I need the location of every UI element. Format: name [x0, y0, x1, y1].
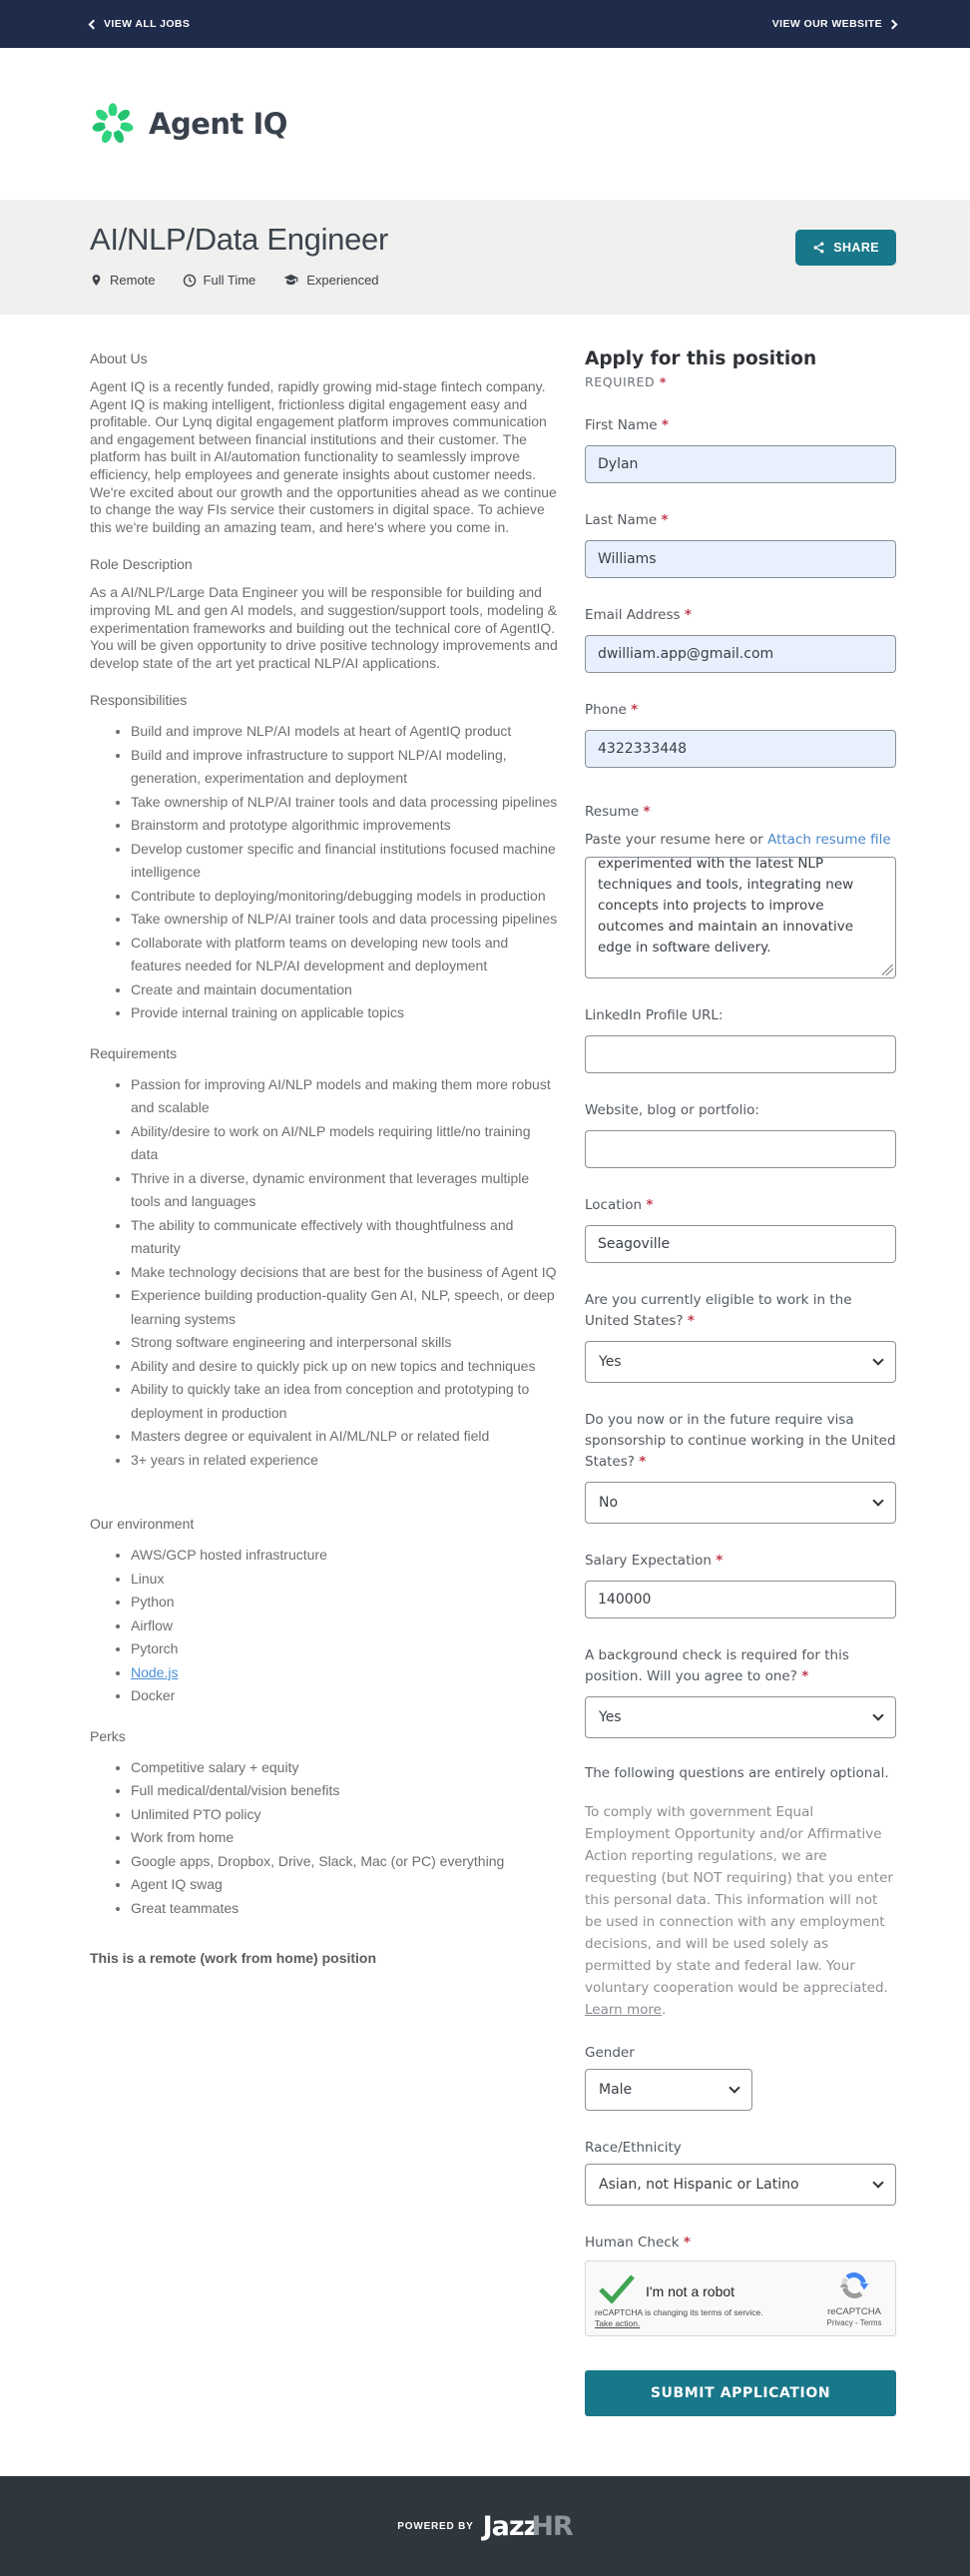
list-item: • Provide internal training on applicable topics [131, 1001, 561, 1025]
salary-label: Salary Expectation * [585, 1553, 724, 1569]
recaptcha-logo-icon [839, 2270, 869, 2300]
submit-application-button[interactable]: SUBMIT APPLICATION [585, 2370, 896, 2416]
required-asterisk: * [639, 1454, 647, 1470]
not-a-robot-label: I'm not a robot [646, 2283, 735, 2299]
list-item: • Strong software engineering and interpersonal skills [131, 1331, 561, 1355]
resume-textarea[interactable] [585, 857, 896, 978]
attach-resume-link[interactable]: Attach resume file [767, 832, 891, 848]
recaptcha-privacy-terms[interactable]: Privacy - Terms [826, 2318, 882, 2327]
list-item: • Python [131, 1591, 561, 1614]
list-item: • Collaborate with platform teams on developing new tools and features needed for NLP/AI development and deployment [131, 932, 561, 978]
gender-select[interactable] [585, 2069, 752, 2111]
list-item: • 3+ years in related experience [131, 1449, 561, 1473]
list-item: • Competitive salary + equity [131, 1756, 561, 1780]
list-item: • Ability and desire to quickly pick up on new topics and techniques [131, 1355, 561, 1379]
take-action-link[interactable]: Take action. [595, 2318, 641, 2328]
phone-label: Phone * [585, 702, 639, 718]
linkedin-field [585, 1005, 896, 1073]
list-item: • Create and maintain documentation [131, 978, 561, 1002]
meta-employment-label: Full Time [203, 273, 256, 288]
email-input[interactable] [585, 635, 896, 673]
meta-location-label: Remote [110, 273, 156, 288]
chevron-right-icon [888, 19, 898, 29]
visa-select-value: No [599, 1495, 619, 1511]
view-all-jobs-link[interactable] [90, 18, 190, 30]
race-select-value: Asian, not Hispanic or Latino [599, 2177, 799, 2193]
agentiq-flower-icon [90, 101, 136, 147]
phone-field [585, 700, 896, 768]
list-item: • Build and improve NLP/AI models at heart of AgentIQ product [131, 720, 561, 744]
recaptcha-brand-label: reCAPTCHA [827, 2306, 881, 2317]
graduation-cap-icon [282, 273, 299, 288]
required-asterisk: * [643, 804, 651, 820]
required-asterisk: * [687, 1313, 695, 1329]
phone-input[interactable] [585, 730, 896, 768]
location-field [585, 1195, 896, 1263]
website-field [585, 1100, 896, 1168]
job-header [0, 200, 970, 315]
chevron-left-icon [89, 19, 99, 29]
page-footer [0, 2476, 970, 2576]
list-item: • Develop customer specific and financial institutions focused machine intelligence [131, 838, 561, 885]
learn-more-link[interactable]: Learn more [585, 2002, 662, 2018]
recaptcha-widget[interactable] [585, 2260, 896, 2336]
list-item: • Thrive in a diverse, dynamic environment that leverages multiple tools and languages [131, 1167, 561, 1214]
nodejs-link[interactable]: Node.js [131, 1663, 179, 1680]
eeo-disclaimer: To comply with government Equal Employment Opportunity and/or Affirmative Action reporting regulations, we are requesting (but NOT requiring) that you enter this personal data. This information will not be used in connection with any employment decisions, and will be used solely as permitted by state and federal law. Your voluntary cooperation would be appreciated. Learn more. [585, 1804, 893, 2018]
location-input[interactable] [585, 1225, 896, 1263]
required-asterisk: * [684, 607, 692, 623]
background-check-select-value: Yes [599, 1709, 622, 1725]
share-button[interactable] [795, 230, 896, 266]
list-item: • Pytorch [131, 1637, 561, 1661]
location-label: Location * [585, 1197, 654, 1213]
list-item: • Contribute to deploying/monitoring/debugging models in production [131, 885, 561, 909]
race-field [585, 2138, 896, 2206]
resize-handle-icon[interactable] [882, 965, 893, 975]
list-item: • Airflow [131, 1614, 561, 1638]
brand-name: Agent IQ [149, 107, 287, 141]
required-asterisk: * [683, 2235, 691, 2251]
human-check-field [585, 2233, 896, 2336]
list-item: • The ability to communicate effectively with thoughtfulness and maturity [131, 1214, 561, 1261]
optional-questions-note: The following questions are entirely optional. [585, 1765, 889, 1781]
resume-field [585, 802, 896, 978]
remote-position-note: This is a remote (work from home) position [90, 1950, 377, 1967]
recaptcha-notice: reCAPTCHA is changing its terms of service. Take action. [595, 2307, 763, 2328]
view-all-jobs-label: VIEW ALL JOBS [104, 18, 191, 30]
last-name-input[interactable] [585, 540, 896, 578]
race-label: Race/Ethnicity [585, 2140, 682, 2156]
share-label: SHARE [833, 241, 879, 255]
human-check-label: Human Check * [585, 2235, 691, 2251]
required-asterisk: * [661, 417, 669, 433]
list-item: • Make technology decisions that are best for the business of Agent IQ [131, 1261, 561, 1285]
list-item [131, 1661, 561, 1685]
required-asterisk: * [646, 1197, 654, 1213]
email-field [585, 605, 896, 673]
job-description [90, 348, 561, 2416]
background-check-label: A background check is required for this position. Will you agree to one? * [585, 1647, 849, 1684]
eligible-label: Are you currently eligible to work in the United States? * [585, 1292, 852, 1329]
agentiq-logo [90, 101, 896, 147]
gender-label: Gender [585, 2045, 635, 2061]
list-item: • Masters degree or equivalent in AI/ML/NLP or related field [131, 1425, 561, 1449]
list-item: • Linux [131, 1568, 561, 1592]
powered-by-label: POWERED BY [397, 2520, 474, 2532]
share-icon [812, 241, 825, 255]
list-item: • Ability/desire to work on AI/NLP models requiring little/no training data [131, 1120, 561, 1167]
required-note: REQUIRED * [585, 374, 667, 389]
eligible-select[interactable] [585, 1341, 896, 1383]
list-item: • Brainstorm and prototype algorithmic improvements [131, 814, 561, 838]
eligible-select-value: Yes [599, 1354, 622, 1370]
environment-list [90, 1544, 561, 1708]
salary-input[interactable] [585, 1581, 896, 1618]
last-name-label: Last Name * [585, 512, 669, 528]
chevron-down-icon [872, 1354, 883, 1365]
form-title: Apply for this position [585, 348, 817, 369]
responsibilities-list [90, 720, 561, 1025]
website-input[interactable] [585, 1130, 896, 1168]
list-item: • Passion for improving AI/NLP models and making them more robust and scalable [131, 1073, 561, 1120]
eligible-field [585, 1290, 896, 1383]
jazzhr-logo[interactable]: JazzHR [482, 2510, 573, 2542]
location-pin-icon [90, 273, 103, 288]
race-select[interactable] [585, 2164, 896, 2206]
list-item: • Agent IQ swag [131, 1873, 561, 1897]
application-form [585, 348, 896, 2416]
list-item: • Take ownership of NLP/AI trainer tools and data processing pipelines [131, 908, 561, 932]
gender-select-value: Male [599, 2082, 633, 2098]
first-name-input[interactable] [585, 445, 896, 483]
resume-label: Resume * [585, 804, 651, 820]
clock-icon [183, 274, 197, 288]
resume-paste-line: Paste your resume here or Attach resume file [585, 832, 891, 848]
background-check-field [585, 1645, 896, 1738]
responsibilities-heading: Responsibilities [90, 692, 188, 709]
list-item: • AWS/GCP hosted infrastructure [131, 1544, 561, 1568]
visa-field [585, 1410, 896, 1524]
job-title: AI/NLP/Data Engineer [90, 222, 389, 257]
list-item: • Work from home [131, 1826, 561, 1850]
requirements-heading: Requirements [90, 1044, 178, 1061]
recaptcha-branding [821, 2270, 887, 2327]
chevron-down-icon [728, 2082, 739, 2093]
first-name-label: First Name * [585, 417, 669, 433]
last-name-field [585, 510, 896, 578]
list-item: • Full medical/dental/vision benefits [131, 1779, 561, 1803]
requirements-list [90, 1073, 561, 1473]
required-asterisk: * [659, 374, 667, 389]
role-description-heading: Role Description [90, 556, 193, 573]
environment-heading: Our environment [90, 1516, 195, 1533]
meta-experience [282, 273, 378, 288]
list-item: • Ability to quickly take an idea from conception and prototyping to deployment in production [131, 1378, 561, 1425]
perks-list [90, 1756, 561, 1921]
required-asterisk: * [631, 702, 639, 718]
list-item: • Experience building production-quality Gen AI, NLP, speech, or deep learning systems [131, 1284, 561, 1331]
top-bar [0, 0, 970, 48]
chevron-down-icon [872, 2177, 883, 2188]
resume-text: experimented with the latest NLP techniques and tools, integrating new concepts into projects to improve outcomes and maintain an innovative edge in software delivery. [598, 857, 854, 956]
required-asterisk: * [716, 1553, 724, 1569]
linkedin-label: LinkedIn Profile URL: [585, 1007, 724, 1023]
background-check-select[interactable] [585, 1696, 896, 1738]
website-label: Website, blog or portfolio: [585, 1102, 759, 1118]
gender-field [585, 2043, 896, 2111]
meta-employment-type [183, 273, 256, 288]
meta-experience-label: Experienced [306, 273, 379, 288]
about-us-heading: About Us [90, 350, 148, 366]
list-item: • Great teammates [131, 1897, 561, 1921]
recaptcha-checkmark-icon [598, 2273, 636, 2303]
visa-select[interactable] [585, 1482, 896, 1524]
first-name-field [585, 415, 896, 483]
visa-label: Do you now or in the future require visa sponsorship to continue working in the United States? * [585, 1412, 896, 1470]
meta-location [90, 273, 156, 288]
view-our-website-link[interactable] [772, 18, 896, 30]
list-item: • Build and improve infrastructure to support NLP/AI modeling, generation, experimentation and deployment [131, 744, 561, 791]
main-content [0, 315, 970, 2476]
view-our-website-label: VIEW OUR WEBSITE [771, 18, 882, 30]
linkedin-input[interactable] [585, 1035, 896, 1073]
chevron-down-icon [872, 1709, 883, 1720]
list-item: • Docker [131, 1684, 561, 1708]
chevron-down-icon [872, 1495, 883, 1506]
about-us-text: Agent IQ is a recently funded, rapidly growing mid-stage fintech company. Agent IQ is making intelligent, frictionless digital engagement easy and profitable. Our Lynq digital engagement platform improves communication and engagement between financial institutions and their customer. The platform has built in AI/automation functionality to seamlessly improve efficiency, help employees and generate insights about customer needs. We're excited about our growth and the opportunities ahead as we continue to change the way FIs service their customers in digital space. To achieve this we're building an amazing team, and here's where you come in. [90, 378, 557, 535]
list-item: • Google apps, Dropbox, Drive, Slack, Mac (or PC) everything [131, 1850, 561, 1874]
job-meta [90, 273, 388, 288]
logo-band [0, 48, 970, 200]
required-asterisk: * [661, 512, 669, 528]
list-item: • Take ownership of NLP/AI trainer tools and data processing pipelines [131, 791, 561, 815]
salary-field [585, 1551, 896, 1618]
required-asterisk: * [801, 1668, 809, 1684]
role-description-text: As a AI/NLP/Large Data Engineer you will be responsible for building and improving ML and gen AI models, and suggestion/support tools, modeling & experimentation frameworks and building out the technical core of AgentIQ. You will be given opportunity to drive positive technology improvements and develop state of the art yet practical NLP/AI applications. [90, 584, 558, 671]
email-label: Email Address * [585, 607, 692, 623]
list-item: • Unlimited PTO policy [131, 1803, 561, 1827]
perks-heading: Perks [90, 1727, 126, 1744]
